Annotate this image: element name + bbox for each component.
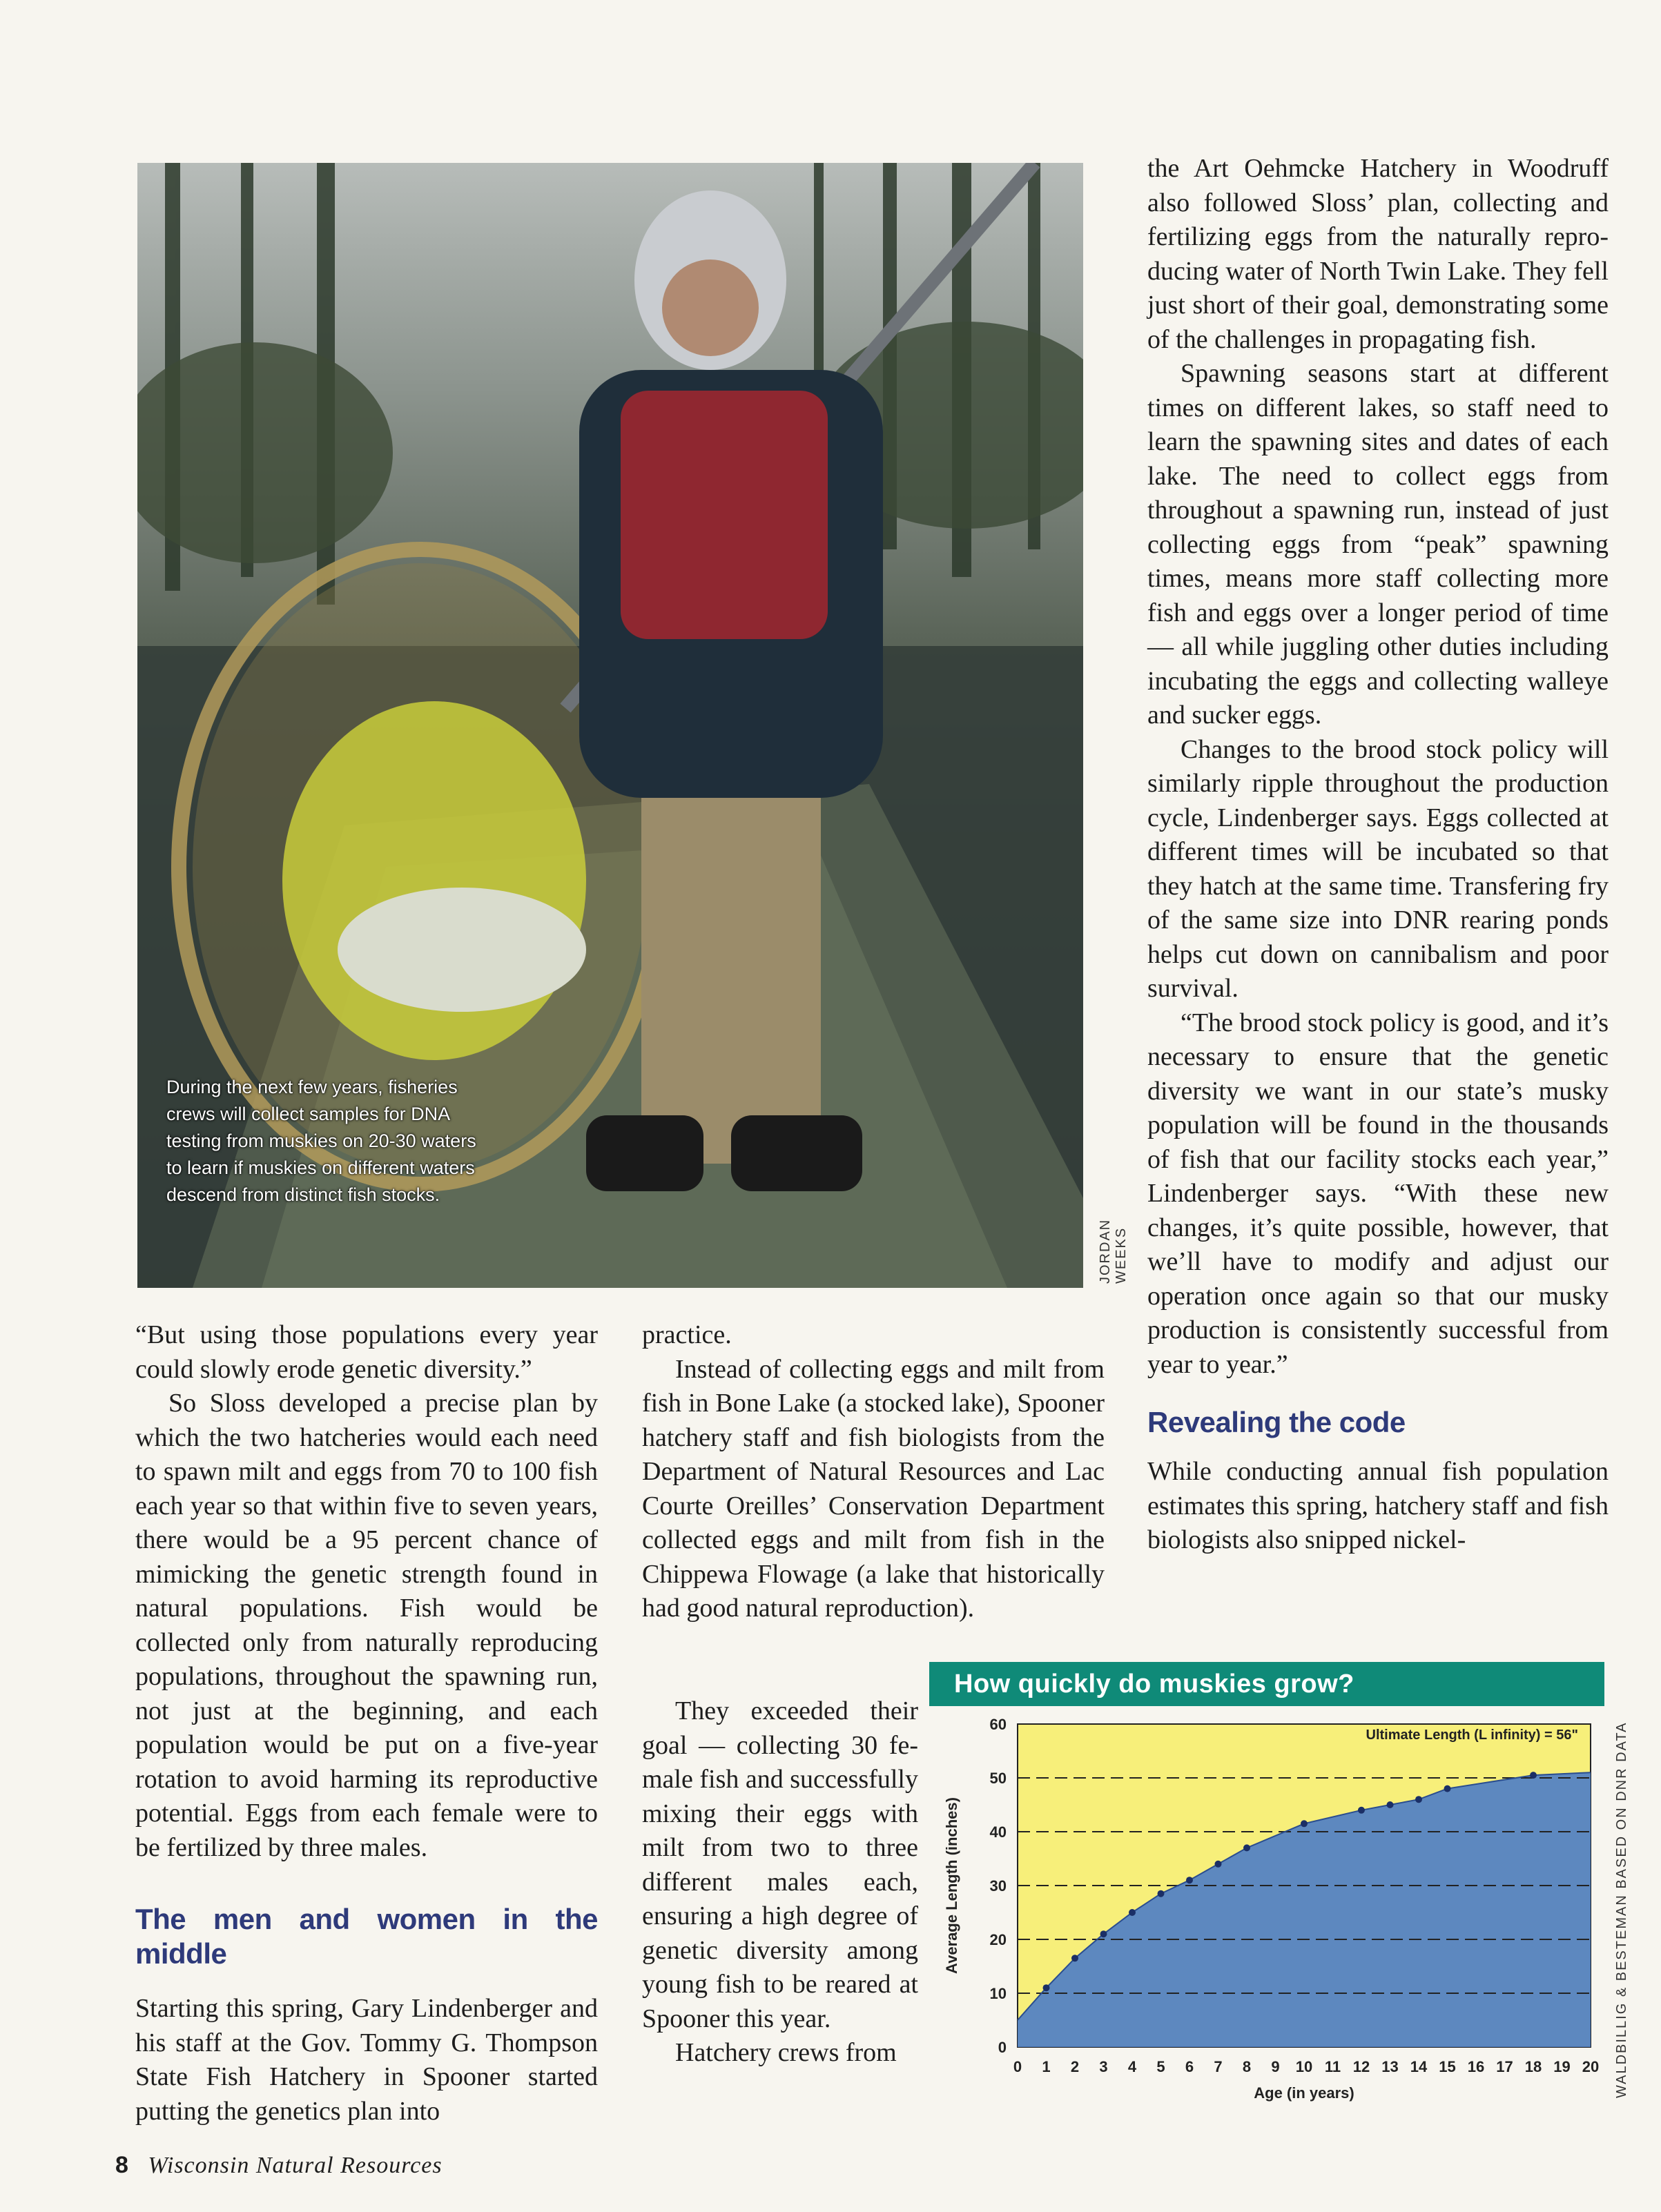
x-tick-label: 0 bbox=[1013, 2058, 1022, 2075]
paragraph: practice. bbox=[642, 1320, 732, 1349]
x-tick-label: 9 bbox=[1271, 2058, 1280, 2075]
data-point bbox=[1215, 1861, 1222, 1868]
y-tick-label: 40 bbox=[989, 1823, 1007, 1841]
x-tick-label: 17 bbox=[1496, 2058, 1513, 2075]
x-tick-label: 14 bbox=[1410, 2058, 1428, 2075]
column-2-narrow bbox=[642, 1694, 918, 2071]
photo-credit: JORDAN WEEKS bbox=[1098, 1218, 1129, 1284]
x-axis-label: Age (in years) bbox=[1254, 2084, 1354, 2102]
publication-name: Wisconsin Natural Resources bbox=[148, 2153, 443, 2178]
paragraph: While conducting annual fish population estimates this spring, hatchery staff and fish biologists also snipped nickel- bbox=[1147, 1457, 1609, 1554]
y-tick-label: 50 bbox=[989, 1770, 1007, 1787]
paragraph: Hatchery crews from bbox=[675, 2038, 897, 2067]
chart-source-credit: WALDBILLIG & BESTEMAN BASED ON DNR DATA bbox=[1614, 1721, 1629, 2098]
column-2 bbox=[642, 1318, 1105, 1626]
data-point bbox=[1158, 1890, 1165, 1897]
x-tick-label: 12 bbox=[1352, 2058, 1370, 2075]
paragraph: So Sloss developed a precise plan by which the two hatcheries would each need to spawn milt and eggs from 70 to 100 fish each year so that within five to seven years, there would be a 95 percent chance of mimicking the genetic strength found in natural populations. Fish would be collected only from naturally reproducing populations, throughout the spawning run, not just at the beginning, and each population would be put on a five-year rotation to avoid harming its reproductive potential. Eggs from each female were to be fertilized by three males. bbox=[135, 1389, 598, 1862]
data-point bbox=[1387, 1801, 1394, 1808]
x-tick-label: 11 bbox=[1324, 2058, 1341, 2075]
x-tick-label: 13 bbox=[1381, 2058, 1399, 2075]
x-tick-label: 6 bbox=[1185, 2058, 1194, 2075]
y-axis-label: Average Length (inches) bbox=[943, 1797, 960, 1974]
x-tick-label: 10 bbox=[1295, 2058, 1313, 2075]
data-point bbox=[1186, 1877, 1193, 1883]
chart-title: How quickly do muskies grow? bbox=[929, 1662, 1604, 1706]
column-3 bbox=[1147, 152, 1609, 1558]
data-point bbox=[1444, 1785, 1451, 1792]
data-point bbox=[1301, 1820, 1308, 1827]
paragraph: “But using those populations every year could slowly erode genetic diversity.” bbox=[135, 1320, 598, 1384]
x-tick-label: 19 bbox=[1553, 2058, 1571, 2075]
section-heading: Revealing the code bbox=[1147, 1406, 1406, 1438]
page-footer bbox=[115, 2152, 443, 2179]
paragraph: the Art Oehmcke Hatchery in Woodruff also followed Sloss’ plan, collecting and fertilizing eggs from the naturally reproducing water of North Twin Lake. They fell just short of their goal, demonstrating some of the challenges in propagating fish. bbox=[1147, 154, 1609, 354]
x-tick-label: 1 bbox=[1042, 2058, 1051, 2075]
paragraph: Instead of collecting eggs and milt from fish in Bone Lake (a stocked lake), Spooner hatchery staff and fish biologists from the Department of Natural Resources and Lac Courte Oreilles’ Conservation Department collected eggs and milt from fish in the Chippewa Flowage (a lake that historically had good natural reproduction). bbox=[642, 1354, 1105, 1623]
section-heading: The men and women in the middle bbox=[135, 1903, 598, 1970]
x-tick-label: 7 bbox=[1214, 2058, 1223, 2075]
paragraph: Starting this spring, Gary Lindenberger and his staff at the Gov. Tommy G. Thompson State Fish Hatchery in Spooner started putting the genetics plan into bbox=[135, 1994, 598, 2126]
page-number: 8 bbox=[115, 2152, 128, 2178]
feature-photo bbox=[137, 163, 1083, 1288]
y-tick-label: 10 bbox=[989, 1985, 1007, 2002]
x-tick-label: 5 bbox=[1156, 2058, 1165, 2075]
paragraph: They exceeded their goal — collecting 30 female fish and successfully mixing their eggs with milt from two to three different males each, ensuring a high degree of genetic diversity among young fish to be reared at Spooner this year. bbox=[642, 1696, 918, 2033]
y-tick-label: 20 bbox=[989, 1931, 1007, 1948]
x-tick-label: 20 bbox=[1582, 2058, 1600, 2075]
data-point bbox=[1243, 1844, 1250, 1851]
paragraph: Spawning seasons start at different times on different lakes, so staff need to learn the spawning sites and dates of each lake. The need to collect eggs from throughout a spawning run, instead of just collecting eggs from “peak” spawning times, means more staff collecting more fish and eggs over a longer period of time — all while juggling other duties including incubating the eggs and collecting walleye and sucker eggs. bbox=[1147, 359, 1609, 730]
chart-plot bbox=[929, 1706, 1604, 2107]
paragraph: “The brood stock policy is good, and it’s necessary to ensure that the genetic diversity we want in our state’s musky population will be found in the thousands of fish that our facility stocks each year,” Lindenberger says. “With these new changes, it’s quite possible, however, that we’ll have to modify and adjust our operation once again so that our musky production is consistently successful from year to year.” bbox=[1147, 1008, 1609, 1379]
data-point bbox=[1129, 1909, 1136, 1916]
column-1 bbox=[135, 1318, 598, 2128]
data-point bbox=[1530, 1772, 1537, 1779]
paragraph: Changes to the brood stock policy will similarly ripple throughout the production cycle, Lindenberger says. Eggs collected at different times will be incubated so that they hatch at the same time. Transfering fry of the same size into DNR rearing ponds helps cut down on cannibalism and poor survival. bbox=[1147, 734, 1609, 1003]
data-point bbox=[1100, 1930, 1107, 1937]
x-tick-label: 15 bbox=[1439, 2058, 1456, 2075]
x-tick-label: 3 bbox=[1099, 2058, 1108, 2075]
x-tick-label: 16 bbox=[1467, 2058, 1485, 2075]
data-point bbox=[1043, 1984, 1050, 1991]
data-point bbox=[1071, 1955, 1078, 1961]
photo-caption: During the next few years, fisheries crews will collect samples for DNA testing from muskies on 20-30 waters to learn if muskies on different waters descend from distinct fish stocks. bbox=[166, 1077, 476, 1205]
x-tick-label: 18 bbox=[1524, 2058, 1542, 2075]
y-tick-label: 0 bbox=[998, 2039, 1007, 2056]
chart-annotation: Ultimate Length (L infinity) = 56" bbox=[1366, 1727, 1578, 1743]
growth-chart bbox=[929, 1662, 1604, 2107]
data-point bbox=[1358, 1807, 1365, 1814]
x-tick-label: 4 bbox=[1127, 2058, 1137, 2075]
x-tick-label: 8 bbox=[1242, 2058, 1252, 2075]
y-tick-label: 30 bbox=[989, 1877, 1007, 1895]
data-point bbox=[1415, 1796, 1422, 1803]
y-tick-label: 60 bbox=[989, 1716, 1007, 1733]
x-tick-label: 2 bbox=[1070, 2058, 1080, 2075]
